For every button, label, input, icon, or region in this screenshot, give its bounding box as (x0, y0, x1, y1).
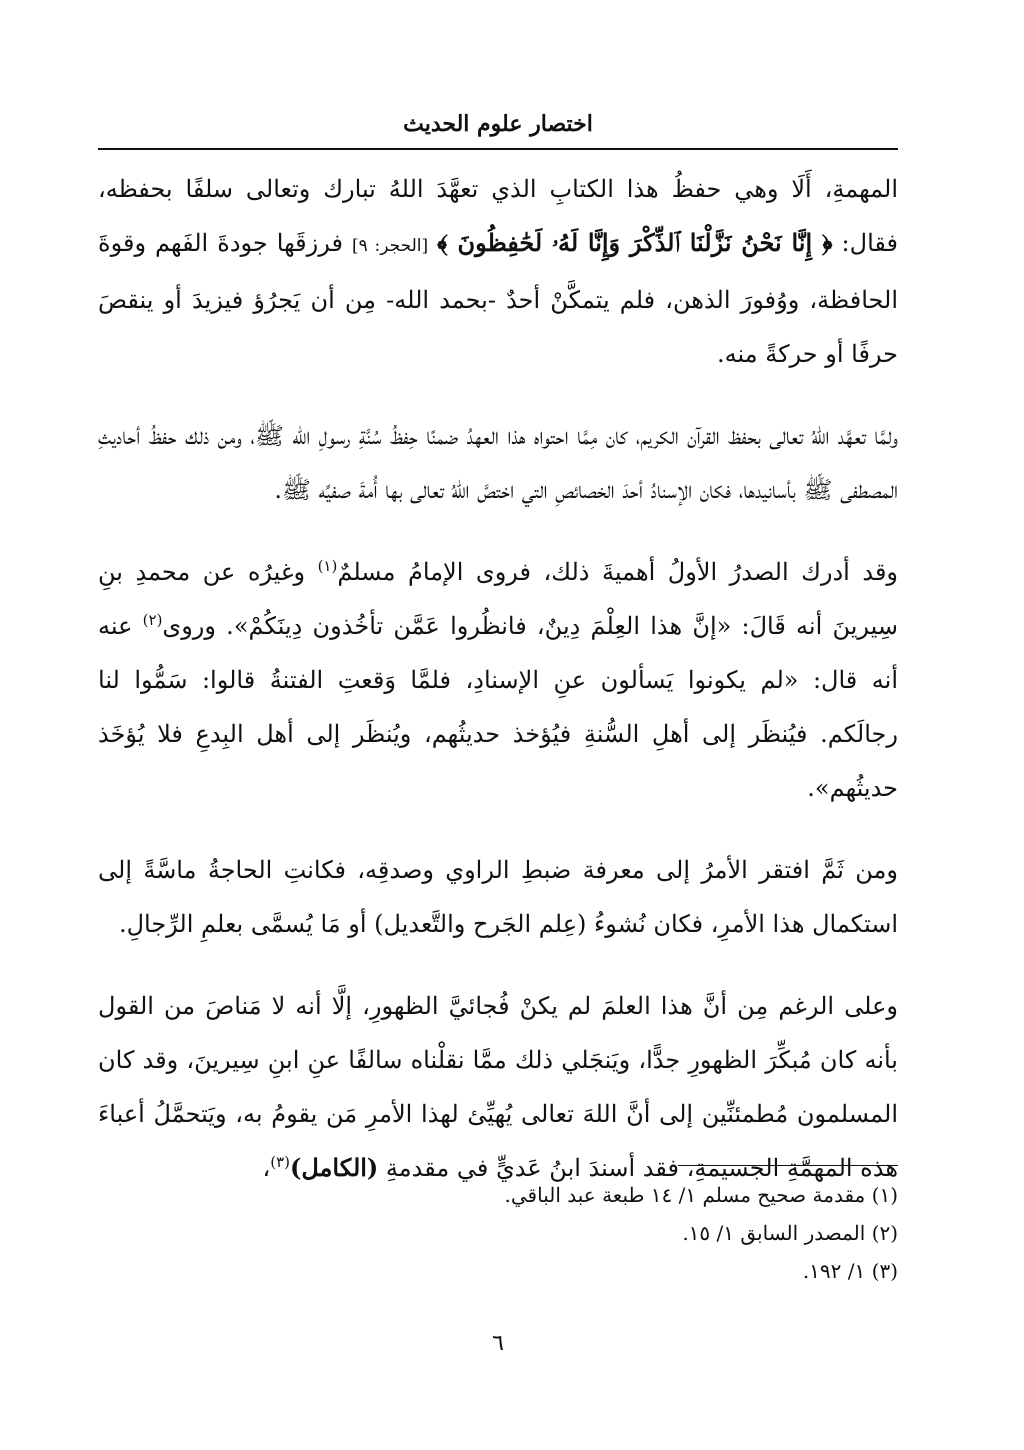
paragraph-3-part-3: عنه أنه قال: «لم يكونوا يَسألون عنِ الإسنادِ، فلمَّا وَقعتِ الفتنةُ قالوا: سَمُّوا لنا رجالَكم. فيُنظَر إلى أهلِ السُّنةِ فيُؤخذ حديثُهم، ويُنظَر إلى أهل البِدعِ فلا يُؤخَذ حديثُهم». (98, 612, 898, 802)
paragraph-5-part-1: وعلى الرغم مِن أنَّ هذا العلمَ لم يكنْ فُجائيَّ الظهورِ، إلَّا أنه لا مَناصَ من القول بأنه كان مُبكِّرَ الظهورِ جدًّا، ويَنجَلي ذلك ممَّا نقلْناه سالفًا عنِ ابنِ سِيرينَ، وقد كان المسلمون مُطمئنِّين إلى أنَّ اللهَ تعالى يُهيِّئ لهذا الأمرِ مَن يقومُ به، ويَتحمَّلُ أعباءَ هذه المهمَّةِ الجسيمةِ، فقد أسندَ ابنُ عَديٍّ في مقدمةِ (98, 992, 898, 1182)
footnote-1: (١) مقدمة صحيح مسلم ١/ ١٤ طبعة عبد الباقي. (504, 1183, 898, 1207)
footnotes-list (98, 1176, 898, 1290)
page-number: ٦ (492, 1331, 504, 1356)
paragraph-1-rest: فرزقَها جودةَ الفَهم وقوةَ الحافظة، ووُفورَ الذهن، فلم يتمكَّنْ أحدٌ -بحمد الله- مِن أن يَجرُؤ فيزيدَ أو ينقصَ حرفًا أو حركةً منه. (98, 229, 898, 368)
paragraph-4: ومن ثَمَّ افتقر الأمرُ إلى معرفة ضبطِ الراوي وصدقِه، فكانتِ الحاجةُ ماسَّةً إلى استكمال هذا الأمرِ، فكان نُشوءُ (عِلم الجَرح والتَّعديل) أو مَا يُسمَّى بعلمِ الرِّجالِ. (98, 856, 898, 938)
main-text (98, 162, 898, 1223)
paragraph-1-intro: المهمةِ، أَلَا وهي حفظُ هذا الكتابِ الذي تعهَّدَ اللهُ تبارك وتعالى سلفًا بحفظه، فقال: (98, 175, 898, 257)
paragraph-5 (98, 979, 898, 1195)
paragraph-2: ولمَّا تعهَّد اللهُ تعالى بحفظ القرآن الكريم، كان مِمَّا احتواه هذا العهدُ ضمنًا حِفظُ سُنَّةِ رسولِ الله ﷺ، ومن ذلك حفظُ أحاديثِ المصطفى ﷺ بأسانيدها، فكان الإسنادُ أحدَ الخصائصِ التي اختصَّ اللهُ تعالى بها أُمةَ صفيِّه ﷺ. (98, 422, 898, 504)
footnote-2: (٢) المصدر السابق ١/ ١٥. (682, 1221, 898, 1245)
paragraph-1 (98, 162, 898, 381)
paragraph-5-part-2: ، (262, 1154, 271, 1182)
paragraph-3-part-1: وقد أدرك الصدرُ الأولُ أهميةَ ذلك، فروى الإمامُ مسلمٌ (337, 558, 899, 586)
footnote-3: (٣) ١/ ١٩٢. (802, 1259, 898, 1283)
paragraph-3-part-2: وغيرُه عن محمدِ بنِ سِيرينَ أنه قَالَ: «إنَّ هذا العِلْمَ دِينٌ، فانظُروا عَمَّن تأخُذون دِينَكُمْ». وروى (98, 558, 898, 640)
book-title-al-kamil: (الكامل) (290, 1153, 379, 1182)
footnote-marker-1: (١) (317, 557, 338, 575)
quran-verse-reference: [الحجر: ٩] (351, 236, 429, 256)
quran-verse: ﴿ إِنَّا نَحْنُ نَزَّلْنَا ٱلذِّكْرَ وَإِنَّا لَهُۥ لَحَٰفِظُونَ ﴾ (437, 228, 833, 257)
footnote-marker-2: (٢) (142, 611, 163, 629)
paragraph-3 (98, 545, 898, 815)
header-rule (98, 148, 898, 150)
running-header-title: اختصار علوم الحديث (403, 111, 593, 137)
footnote-separator (678, 1165, 898, 1166)
footnote-marker-3: (٣) (270, 1153, 290, 1171)
